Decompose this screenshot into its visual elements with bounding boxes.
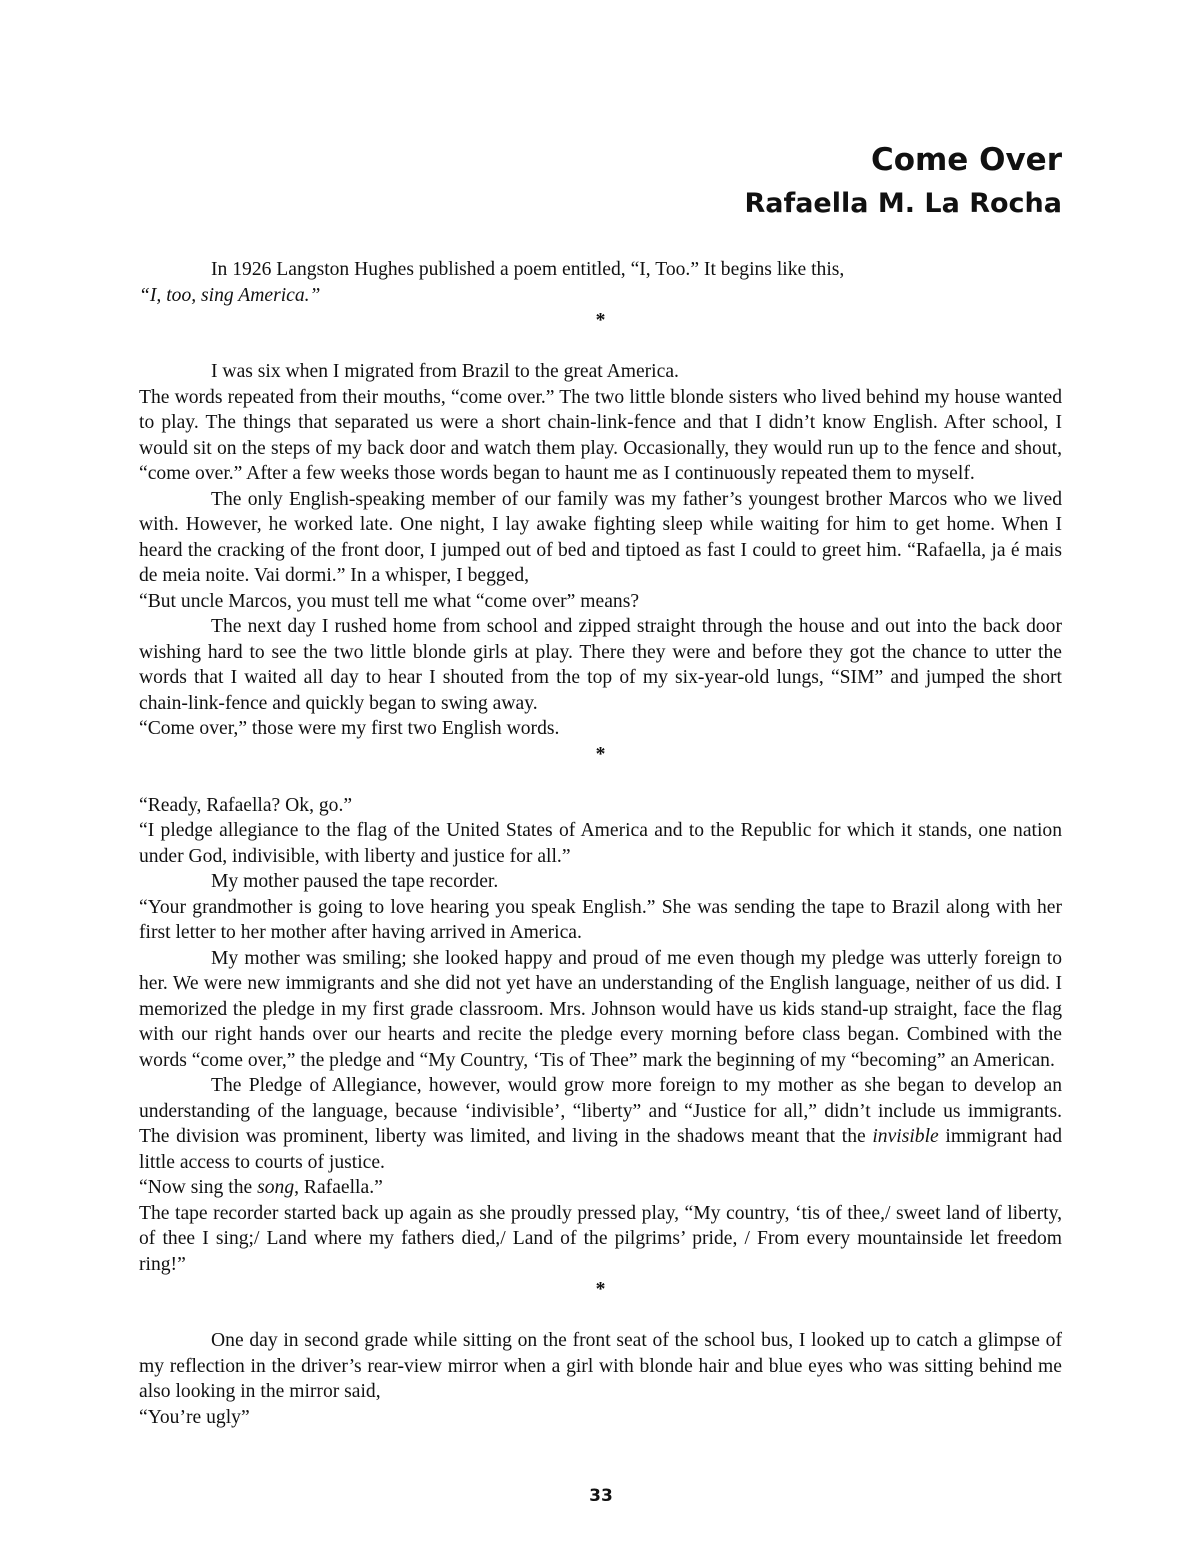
paragraph: “Ready, Rafaella? Ok, go.”	[139, 794, 353, 816]
essay-title: Come Over	[870, 142, 1062, 178]
paragraph: My mother was smiling; she looked happy and proud of me even though my pledge was utterly foreign to her. We were new immigrants and she did not yet have an understanding of the English language, neither of us did. I memorized the pledge in my first grade classroom. Mrs. Johnson would have us kids stand-up straight, face the flag with our right hands over our hearts and recite the pledge every morning before class began. Combined with the words “come over,” the pledge and “My Country, ‘Tis of Thee” mark the beginning of my “becoming” an American.	[139, 947, 1062, 1071]
paragraph: I was six when I migrated from Brazil to the great America.	[211, 361, 679, 382]
paragraph: One day in second grade while sitting on the front seat of the school bus, I looked up to catch a glimpse of my reflection in the driver’s rear-view mirror when a girl with blonde hair and blue eyes who was sitting behind me also looking in the mirror said,	[139, 1330, 1062, 1402]
emphasis: invisible	[872, 1126, 939, 1147]
poem-line: “I, too, sing America.”	[139, 284, 321, 306]
paragraph: “You’re ugly”	[139, 1406, 250, 1428]
text-run: , Rafaella.”	[294, 1177, 383, 1198]
paragraph	[139, 1073, 1062, 1175]
essay-body	[139, 257, 1062, 1430]
section-separator: *	[595, 310, 606, 331]
paragraph: In 1926 Langston Hughes published a poem entitled, “I, Too.” It begins like this,	[211, 259, 845, 280]
text-run: The Pledge of Allegiance, however, would grow more foreign to my mother as she began to develop an understanding of the language, because ‘indivisible’, “liberty” and “Justice for all,” didn’t include us immigrants. The division was prominent, liberty was limited, and living in the shadows meant that the	[139, 1075, 1062, 1147]
paragraph: “I pledge allegiance to the flag of the United States of America and to the Republic for which it stands, one nation under God, indivisible, with liberty and justice for all.”	[139, 820, 1062, 867]
paragraph: “Come over,” those were my first two English words.	[139, 718, 560, 739]
paragraph: My mother paused the tape recorder.	[211, 871, 499, 892]
paragraph: The next day I rushed home from school and zipped straight through the house and out into the back door wishing hard to see the two little blonde girls at play. There they were and before they got the chance to utter the words that I waited all day to hear I shouted from the top of my six-year-old lungs, “SIM” and jumped the short chain-link-fence and quickly began to swing away.	[139, 616, 1062, 714]
page-number: 33	[589, 1486, 613, 1506]
paragraph: “Your grandmother is going to love hearing you speak English.” She was sending the tape to Brazil along with her first letter to her mother after having arrived in America.	[139, 896, 1062, 943]
paragraph: The only English-speaking member of our family was my father’s youngest brother Marcos who we lived with. However, he worked late. One night, I lay awake fighting sleep while waiting for him to get home. When I heard the cracking of the front door, I jumped out of bed and tiptoed as fast I could to greet him. “Rafaella, ja é mais de meia noite. Vai dormi.” In a whisper, I begged,	[139, 488, 1062, 586]
emphasis: song	[257, 1177, 295, 1198]
text-run: “Now sing the	[139, 1177, 258, 1198]
author-name: Rafaella M. La Rocha	[744, 188, 1062, 219]
poem-quote	[139, 283, 1062, 309]
paragraph: “But uncle Marcos, you must tell me what “come over” means?	[139, 590, 640, 612]
paragraph: The tape recorder started back up again as she proudly pressed play, “My country, ‘tis of thee,/ sweet land of liberty, of thee I sing;/ Land where my fathers died,/ Land of the pilgrims’ pride, / From every mountainside let freedom ring!”	[139, 1202, 1062, 1275]
text-run: immigrant had little access to courts of justice.	[139, 1126, 1062, 1173]
section-separator: *	[595, 1279, 606, 1300]
section-separator: *	[595, 743, 606, 765]
paragraph: The words repeated from their mouths, “come over.” The two little blonde sisters who lived behind my house wanted to play. The things that separated us were a short chain-link-fence and that I didn’t know English. After school, I would sit on the steps of my back door and watch them play. Occasionally, they would run up to the fence and shout, “come over.” After a few weeks those words began to haunt me as I continuously repeated them to myself.	[139, 386, 1062, 484]
paragraph	[139, 1175, 1062, 1201]
